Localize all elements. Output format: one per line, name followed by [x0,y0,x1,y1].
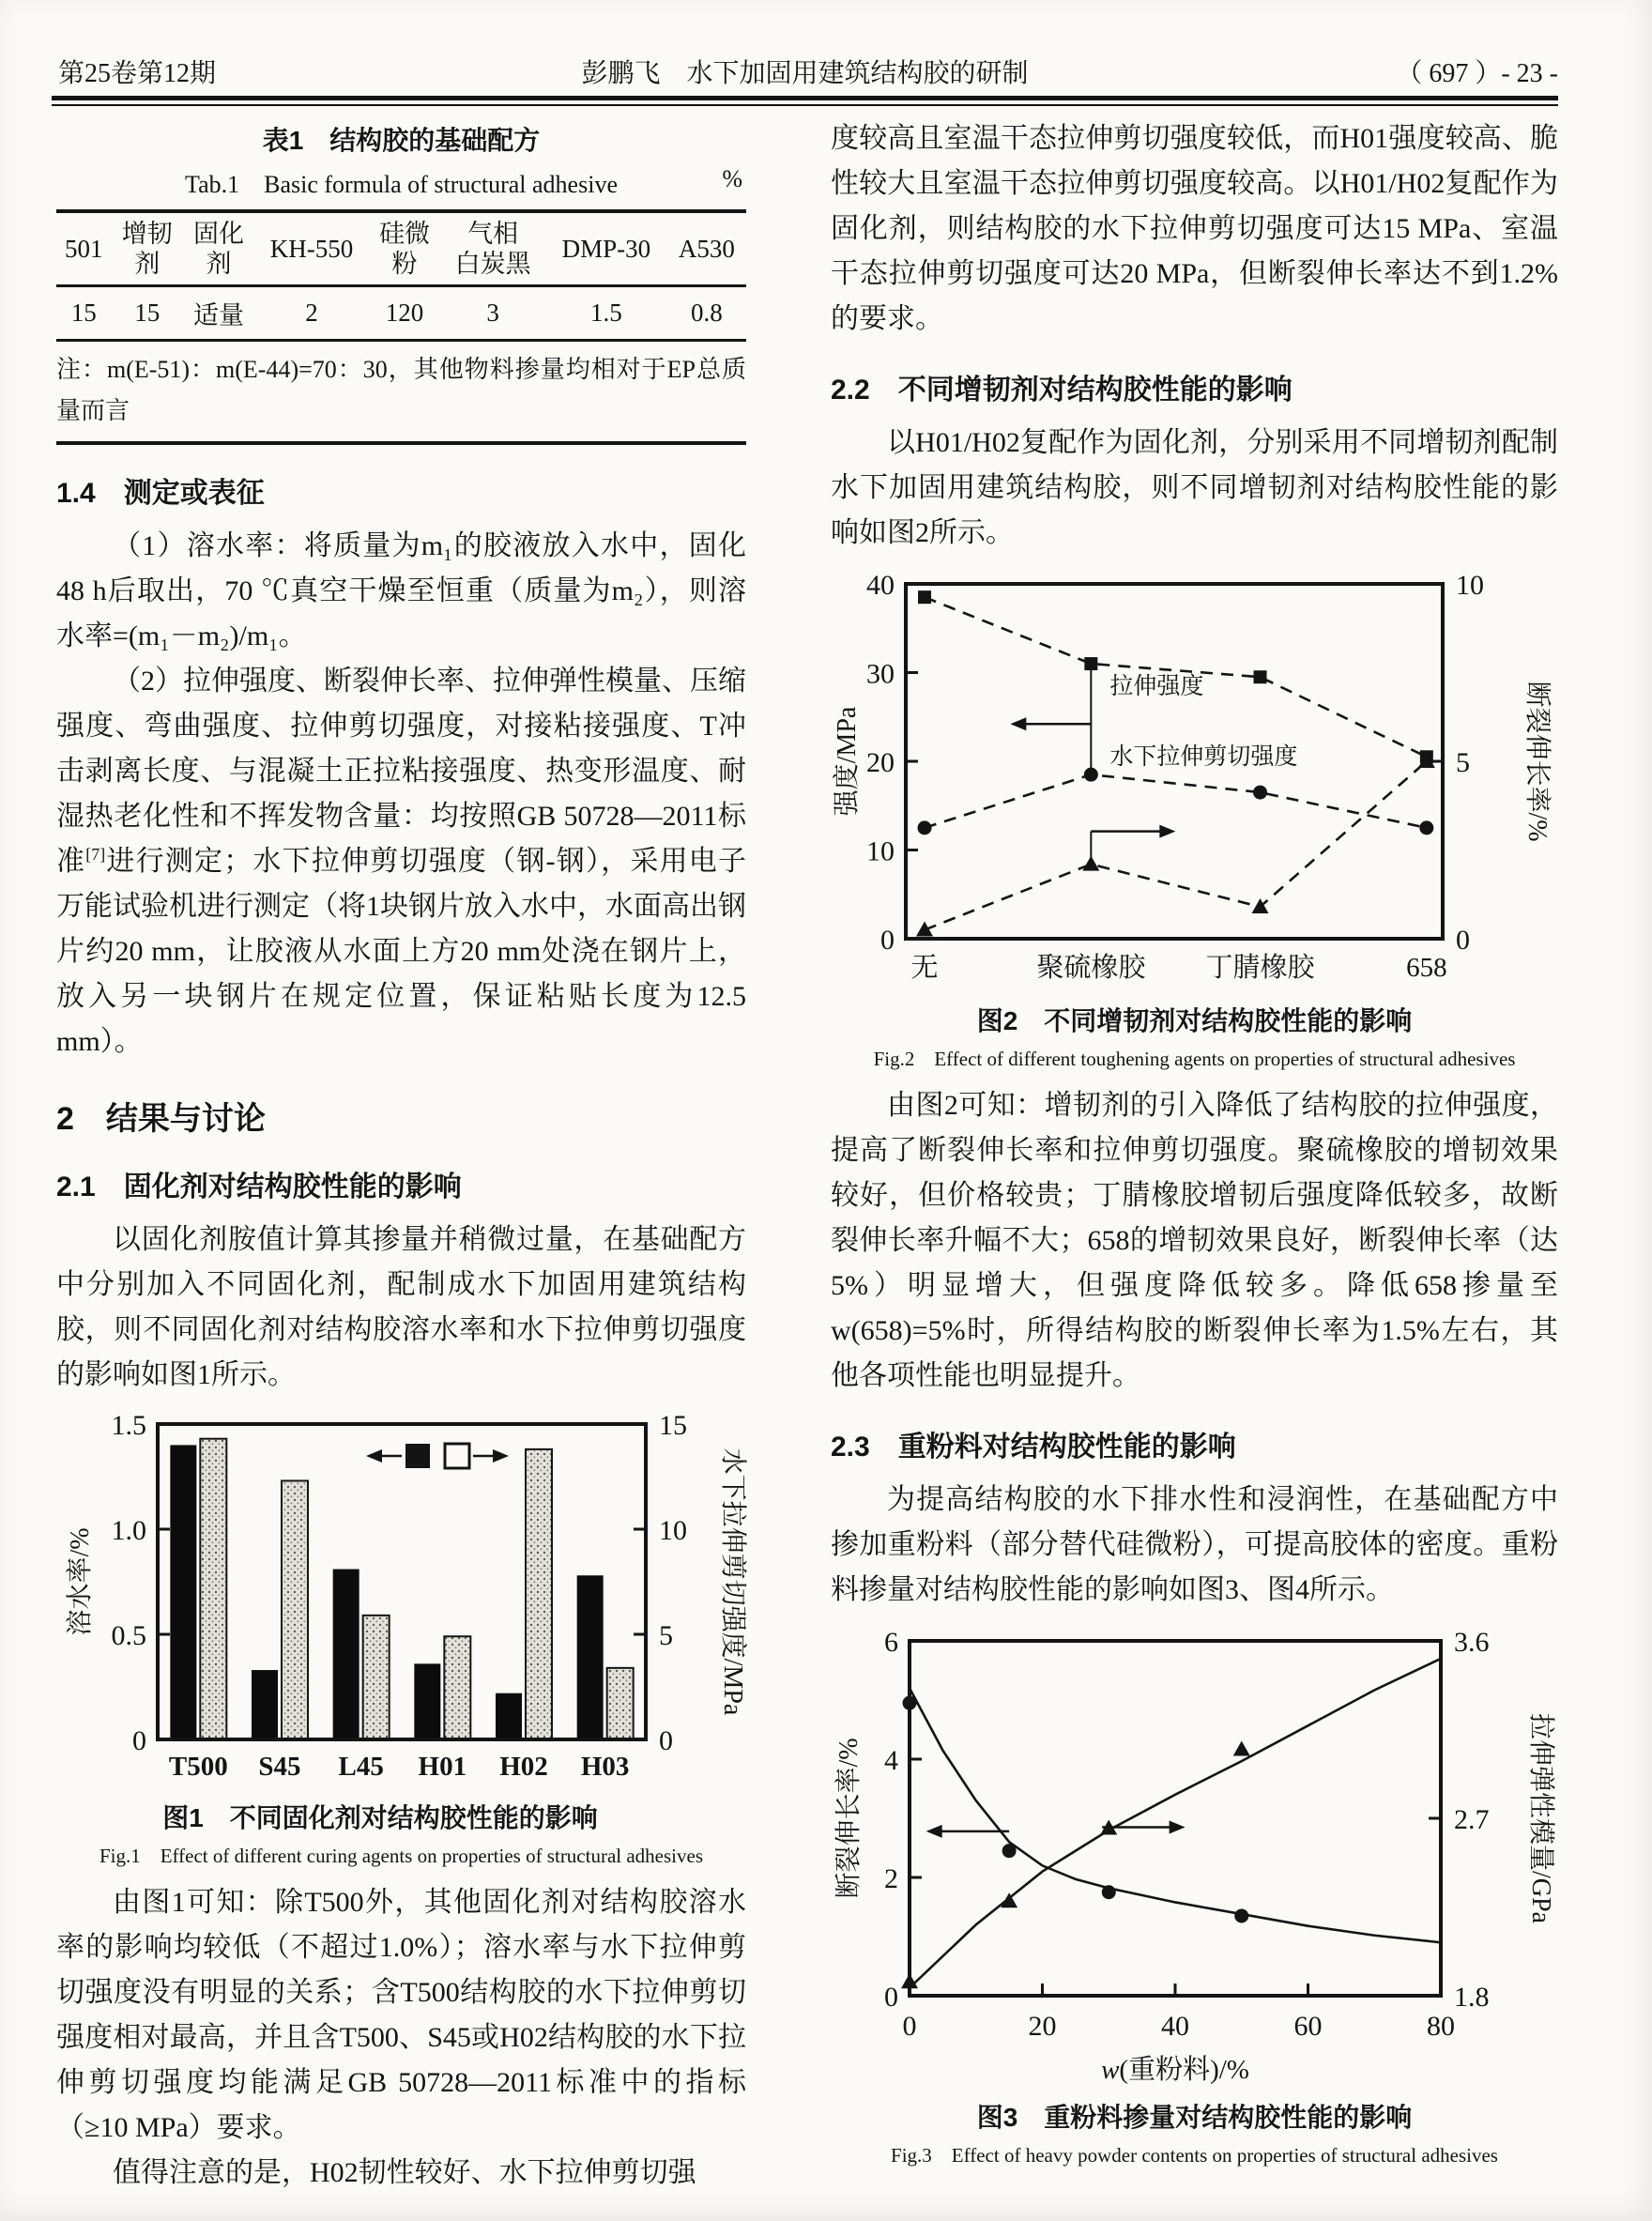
figure-2-caption-cn: 图2 不同增韧剂对结构胶性能的影响 [976,1006,1413,1035]
table-1-title-cn: 表1 结构胶的基础配方 [262,126,541,155]
header-rule-thin [52,104,1558,106]
svg-text:10: 10 [659,1515,687,1546]
figure-2-caption-en: Fig.2 Effect of different toughening agents on properties of structural adhesives [873,1048,1516,1070]
paragraph-curing-agent-intro: 以固化剂胺值计算其掺量并稍微过量，在基础配方中分别加入不同固化剂，配制成水下加固用建筑结构胶，则不同固化剂对结构胶溶水率和水下拉伸剪切强度的影响如图1所示。 [56,1224,746,1390]
svg-text:拉伸弹性模量/GPa: 拉伸弹性模量/GPa [1526,1712,1555,1924]
svg-text:0.5: 0.5 [111,1620,146,1651]
table-value-cell: 120 [369,286,440,341]
table-value-cell: 2 [254,286,369,341]
paragraph-test-methods-b: 进行测定；水下拉伸剪切强度（钢-钢），采用电子万能试验机进行测定（将1块钢片放入水中，水面高出钢片约20 mm，让胶液从水面上方20 mm处浇在钢片上，放入另一块钢片在规定位置，保证粘贴长度为12.5 mm）。 [56,846,746,1057]
svg-text:无: 无 [910,953,939,983]
table-header-cell: 硅微 粉 [369,211,440,286]
svg-text:0: 0 [132,1725,146,1756]
svg-text:30: 30 [866,658,895,690]
svg-text:1.0: 1.0 [111,1515,146,1546]
svg-text:H02: H02 [499,1752,548,1782]
paragraph-fig1-discussion: 由图1可知：除T500外，其他固化剂对结构胶溶水率的影响均较低（不超过1.0%）；溶水率与水下拉伸剪切强度没有明显的关系；含T500结构胶的水下拉伸剪切强度相对最高，并且含T500、S45或H02结构胶的水下拉伸剪切强度均能满足GB 50728—2011标准中的指标（≥10 MPa）要求。 [56,1887,746,2143]
table-value-cell: 15 [56,286,112,341]
svg-text:15: 15 [659,1413,687,1441]
paragraph-solubility-method: （1）溶水率：将质量为m₁的胶液放入水中，固化48 h后取出，70 ℃真空干燥至恒重（质量为m₂），则溶水率=(m₁－m₂)/m₁。 [56,530,746,651]
svg-text:5: 5 [659,1620,673,1651]
svg-text:0: 0 [884,1982,898,2013]
svg-text:H03: H03 [580,1752,630,1782]
table-1-unit: % [722,165,742,192]
paragraph-continuation: 度较高且室温干态拉伸剪切强度较低，而H01强度较高、脆性较大且室温干态拉伸剪切强度较高。以H01/H02复配作为固化剂，则结构胶的水下拉伸剪切强度可达15 MPa、室温干态拉伸剪切强度可达20 MPa，但断裂伸长率达不到1.2%的要求。 [831,123,1558,334]
svg-text:20: 20 [866,747,895,778]
table-header-cell: 气相 白炭黑 [440,211,545,286]
figure-2 [831,571,1558,1072]
svg-text:10: 10 [1456,571,1484,601]
table-value-row [56,286,746,341]
table-value-cell: 15 [112,286,183,341]
table-header-cell: KH-550 [254,211,369,286]
figure-1-caption-cn: 图1 不同固化剂对结构胶性能的影响 [162,1803,598,1832]
paragraph-toughener-intro: 以H01/H02复配作为固化剂，分别采用不同增韧剂配制水下加固用建筑结构胶，则不同增韧剂对结构胶性能的影响如图2所示。 [831,427,1558,548]
table-value-cell: 1.5 [545,286,667,341]
table-value-cell: 3 [440,286,545,341]
svg-text:水下拉伸剪切强度: 水下拉伸剪切强度 [1109,743,1298,770]
svg-text:10: 10 [866,835,895,867]
svg-text:强度/MPa: 强度/MPa [833,706,862,817]
paragraph-h02-note: 值得注意的是，H02韧性较好、水下拉伸剪切强 [113,2157,696,2188]
paragraph-test-methods-a: （2）拉伸强度、断裂伸长率、拉伸弹性模量、压缩强度、弯曲强度、拉伸剪切强度，对接粘接强度、T冲击剥离长度、与混凝土正拉粘接强度、热变形温度、耐湿热老化性和不挥发物含量：均按照GB 50728—2011标准 [56,666,746,877]
table-header-row [56,211,746,286]
svg-text:40: 40 [1161,2011,1189,2042]
svg-text:4: 4 [884,1745,898,1776]
svg-text:0: 0 [880,925,895,956]
figure-3-caption-cn: 图3 重粉料掺量对结构胶性能的影响 [976,2103,1413,2132]
svg-text:5: 5 [1456,747,1470,778]
svg-text:6: 6 [884,1628,898,1658]
svg-text:3.6: 3.6 [1454,1628,1490,1658]
svg-text:断裂伸长率/%: 断裂伸长率/% [834,1738,864,1899]
paragraph-test-methods [56,659,746,1065]
table-1-title-en-row [56,165,746,200]
page-number: （ 697 ）- 23 - [1396,59,1558,88]
svg-text:T500: T500 [168,1752,228,1782]
running-title: 彭鹏飞 水下加固用建筑结构胶的研制 [581,59,1029,88]
svg-text:0: 0 [659,1725,673,1756]
svg-text:S45: S45 [258,1752,301,1782]
journal-volume-issue: 第25卷第12期 [58,59,217,88]
svg-text:2.7: 2.7 [1454,1804,1490,1835]
figure-3-line-chart [831,1628,1558,2091]
section-2-2-heading: 2.2 不同增韧剂对结构胶性能的影响 [831,375,1293,406]
table-header-cell: A530 [667,211,746,286]
table-header-cell: 增韧 剂 [112,211,183,286]
figure-2-line-chart [831,571,1558,995]
svg-text:H01: H01 [418,1752,467,1782]
table-header-cell: DMP-30 [545,211,667,286]
svg-text:溶水率/%: 溶水率/% [66,1527,95,1636]
svg-text:w(重粉料)/%: w(重粉料)/% [1101,2055,1249,2085]
table-1 [56,209,746,342]
paragraph-heavy-powder-intro: 为提高结构胶的水下排水性和浸润性，在基础配方中掺加重粉料（部分替代硅微粉），可提高胶体的密度。重粉料掺量对结构胶性能的影响如图3、图4所示。 [831,1484,1558,1605]
svg-text:658: 658 [1406,953,1447,983]
svg-text:0: 0 [902,2011,917,2042]
figure-1-bar-chart [56,1413,753,1792]
right-column [831,116,1558,2180]
svg-text:拉伸强度: 拉伸强度 [1109,674,1204,700]
svg-text:断裂伸长率/%: 断裂伸长率/% [1522,681,1552,842]
svg-text:水下拉伸剪切强度/MPa: 水下拉伸剪切强度/MPa [718,1447,747,1716]
left-column [56,116,746,2196]
figure-1 [56,1413,746,1869]
section-1-4-heading: 1.4 测定或表征 [56,478,265,509]
paragraph-fig2-discussion: 由图2可知：增韧剂的引入降低了结构胶的拉伸强度，提高了断裂伸长率和拉伸剪切强度。聚硫橡胶的增韧效果较好，但价格较贵；丁腈橡胶增韧后强度降低较多，故断裂伸长率升幅不大；658的增韧效果良好，断裂伸长率（达5%）明显增大，但强度降低较多。降低658掺量至w(658)=5%时，所得结构胶的断裂伸长率为1.5%左右，其他各项性能也明显提升。 [831,1090,1558,1391]
svg-text:20: 20 [1028,2011,1057,2042]
table-header-cell: 501 [56,211,112,286]
section-2-1-heading: 2.1 固化剂对结构胶性能的影响 [56,1172,462,1202]
reference-7-superscript: [7] [85,845,106,864]
svg-text:1.8: 1.8 [1454,1982,1490,2013]
section-2-3-heading: 2.3 重粉料对结构胶性能的影响 [831,1432,1236,1463]
table-header-cell: 固化 剂 [183,211,254,286]
table-value-cell: 适量 [183,286,254,341]
table-1-block [56,120,746,445]
svg-text:丁腈橡胶: 丁腈橡胶 [1205,953,1315,983]
section-2-heading: 2 结果与讨论 [56,1101,266,1137]
figure-3 [831,1628,1558,2168]
table-1-note: 注：m(E-51)：m(E-44)=70：30，其他物料掺量均相对于EP总质量而言 [56,356,746,424]
svg-text:0: 0 [1456,925,1470,956]
svg-text:1.5: 1.5 [111,1413,146,1441]
header-rule-thick [52,96,1558,100]
svg-text:聚硫橡胶: 聚硫橡胶 [1036,953,1146,983]
table-value-cell: 0.8 [667,286,746,341]
table-1-title-en: Tab.1 Basic formula of structural adhesive [185,171,618,198]
svg-text:L45: L45 [338,1752,384,1782]
figure-3-caption-en: Fig.3 Effect of heavy powder contents on properties of structural adhesives [891,2144,1498,2167]
figure-1-caption-en: Fig.1 Effect of different curing agents on properties of structural adhesives [99,1845,704,1867]
svg-text:40: 40 [866,571,895,601]
svg-text:60: 60 [1293,2011,1323,2042]
svg-text:2: 2 [884,1863,898,1894]
svg-text:80: 80 [1427,2011,1455,2042]
